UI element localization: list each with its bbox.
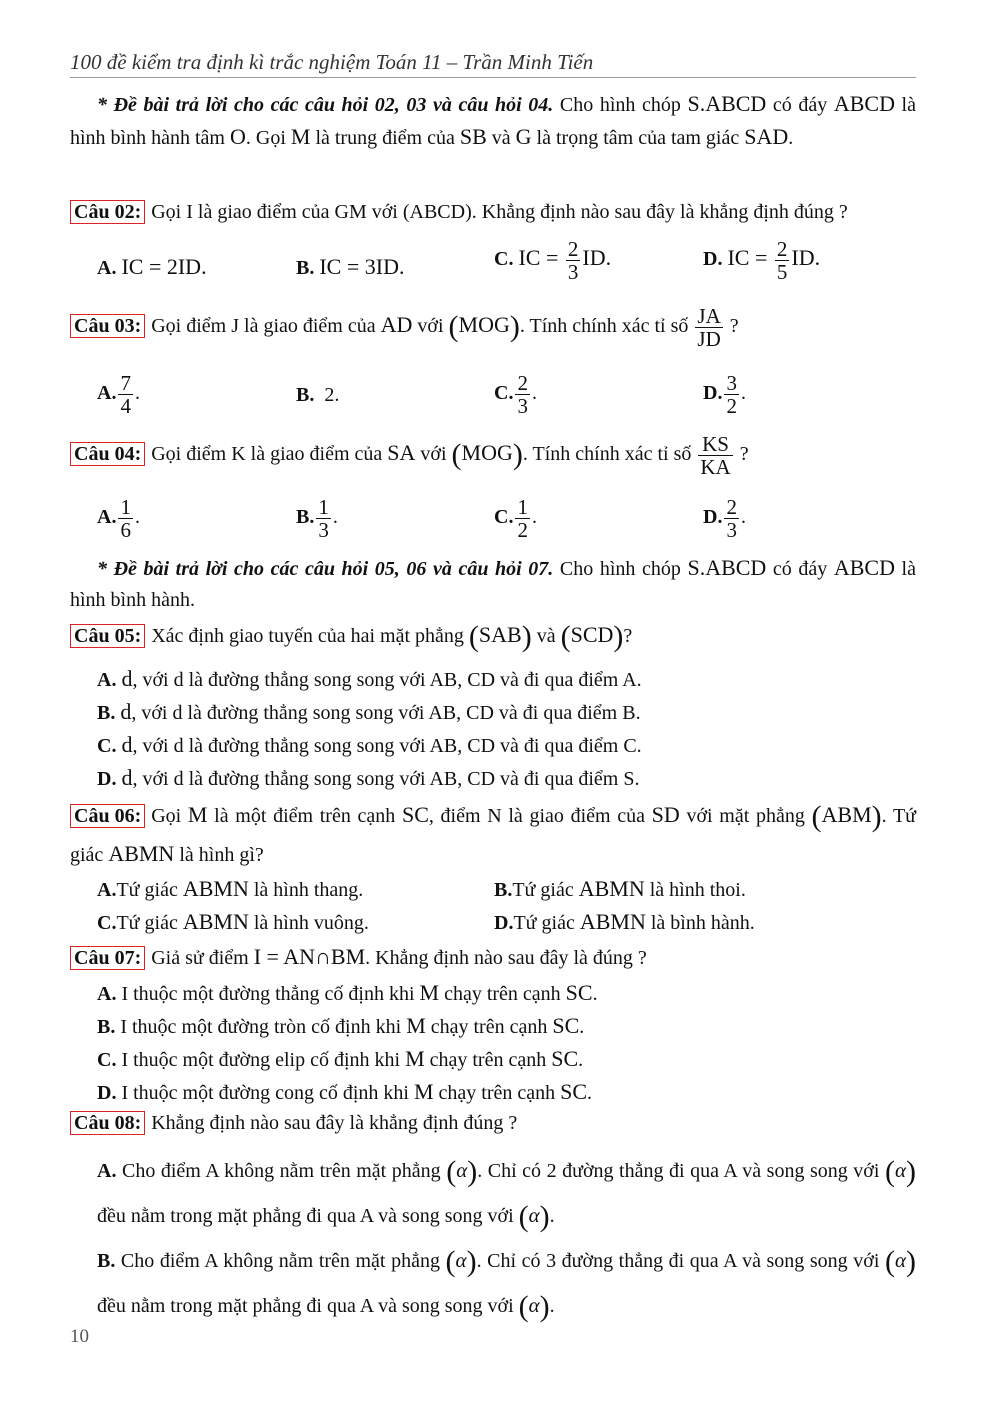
question-02: Câu 02: Gọi I là giao điểm của GM với (ABCD). Khẳng định nào sau đây là khẳng định đúng ? <box>70 200 916 224</box>
q07-option-d: D. I thuộc một đường cong cố định khi M chạy trên cạnh SC. <box>97 1079 593 1104</box>
q07-option-a: A. I thuộc một đường thẳng cố định khi M chạy trên cạnh SC. <box>97 980 598 1005</box>
q04-option-c: C. $\frac{1}{2}$ . <box>494 495 537 542</box>
intro-paragraph-2: * Đề bài trả lời cho các câu hỏi 05, 06 và câu hỏi 07. Cho hình chóp S.ABCD có đáy ABCD là hình bình hành. <box>70 555 916 611</box>
question-05: Câu 05: Xác định giao tuyến của hai mặt phẳng (SAB) và (SCD)? <box>70 622 916 648</box>
q02-option-c: C. IC = $\frac{2}{3}$ ID. <box>494 237 612 284</box>
q06-option-b: B.Tứ giác ABMN là hình thoi. <box>494 876 746 901</box>
q03-option-d: D. $\frac{3}{2}$ . <box>703 371 746 418</box>
page-header: 100 đề kiểm tra định kì trắc nghiệm Toán 11 – Trần Minh Tiến <box>70 50 916 78</box>
q02-option-a: A. IC = 2ID. <box>97 254 207 279</box>
intro-paragraph-1: * Đề bài trả lời cho các câu hỏi 02, 03 và câu hỏi 04. Cho hình chóp S.ABCD có đáy ABCD là hình bình hành tâm O. Gọi M là trung điểm của SB và G là trọng tâm của tam giác SAD. <box>70 91 916 149</box>
q03-option-c: C. $\frac{2}{3}$ . <box>494 371 537 418</box>
q04-option-d: D. $\frac{2}{3}$ . <box>703 495 746 542</box>
q08-option-a: A. Cho điểm A không nằm trên mặt phẳng (α). Chỉ có 2 đường thẳng đi qua A và song song với (α) đều nằm trong mặt phẳng đi qua A và song song với (α). <box>97 1155 916 1233</box>
q03-option-b: B. 2. <box>296 384 340 406</box>
question-03: Câu 03: Gọi điểm J là giao điểm của AD với (MOG). Tính chính xác tỉ số $\frac{JA}{JD}$ ? <box>70 305 916 350</box>
question-08: Câu 08: Khẳng định nào sau đây là khẳng định đúng ? <box>70 1111 916 1135</box>
q04-option-a: A. $\frac{1}{6}$ . <box>97 495 140 542</box>
q06-option-a: A.Tứ giác ABMN là hình thang. <box>97 876 364 901</box>
q05-option-d: D. d, với d là đường thẳng song song với AB, CD và đi qua điểm S. <box>97 765 640 790</box>
question-04: Câu 04: Gọi điểm K là giao điểm của SA với (MOG). Tính chính xác tỉ số $\frac{KS}{KA}$ ? <box>70 433 916 478</box>
page-number: 10 <box>70 1326 89 1347</box>
q06-option-d: D.Tứ giác ABMN là bình hành. <box>494 909 755 934</box>
q07-option-b: B. I thuộc một đường tròn cố định khi M chạy trên cạnh SC. <box>97 1013 585 1038</box>
question-06: Câu 06: Gọi M là một điểm trên cạnh SC, điểm N là giao điểm của SD với mặt phẳng (ABM). Tứ giác ABMN là hình gì? <box>70 800 917 866</box>
question-07: Câu 07: Giả sử điểm I = AN∩BM. Khẳng định nào sau đây là đúng ? <box>70 944 916 970</box>
question-label: Câu 02: <box>70 200 145 224</box>
q04-option-b: B. $\frac{1}{3}$ . <box>296 495 338 542</box>
q08-option-b: B. Cho điểm A không nằm trên mặt phẳng (α). Chỉ có 3 đường thẳng đi qua A và song song với (α) đều nằm trong mặt phẳng đi qua A và song song với (α). <box>97 1245 916 1323</box>
q02-option-d: D. IC = $\frac{2}{5}$ ID. <box>703 237 821 284</box>
q03-option-a: A. $\frac{7}{4}$ . <box>97 371 140 418</box>
q02-option-b: B. IC = 3ID. <box>296 254 405 279</box>
q05-option-c: C. d, với d là đường thẳng song song với AB, CD và đi qua điểm C. <box>97 732 642 757</box>
q06-option-c: C.Tứ giác ABMN là hình vuông. <box>97 909 369 934</box>
q07-option-c: C. I thuộc một đường elip cố định khi M chạy trên cạnh SC. <box>97 1046 584 1071</box>
q05-option-a: A. d, với d là đường thẳng song song với AB, CD và đi qua điểm A. <box>97 666 642 691</box>
q05-option-b: B. d, với d là đường thẳng song song với AB, CD và đi qua điểm B. <box>97 699 641 724</box>
